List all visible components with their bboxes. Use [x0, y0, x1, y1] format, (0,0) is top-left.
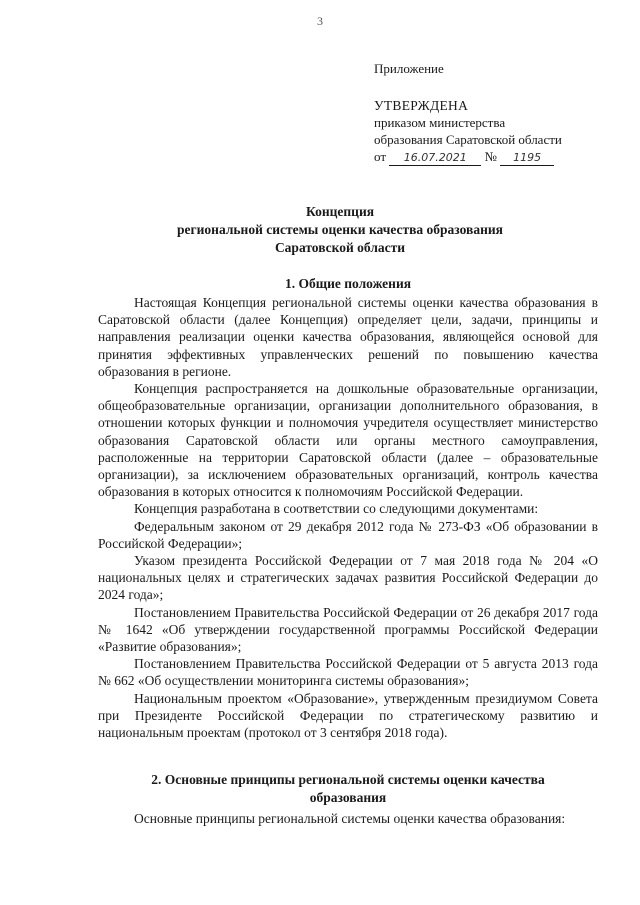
paragraph-main-principles-intro: Основные принципы региональной системы оценки качества образования: — [134, 811, 566, 826]
title-line-3: Саратовской области — [274, 240, 406, 255]
page-number: 3 — [317, 14, 323, 28]
number-sign: № — [484, 149, 497, 164]
paragraph-national-project: Национальным проектом «Образование», утвержденным президиумом Совета при Президенте Российской Федерации по стратегическому развитию и национальным проектам (протокол от 3 сентября 2018 года). — [98, 690, 598, 741]
section-2-heading-line-1: 2. Основные принципы региональной системы оценки качества — [151, 772, 545, 787]
paragraph-president-decree: Указом президента Российской Федерации от 7 мая 2018 года № 204 «О национальных целях и стратегических задачах развития Российской Федерации до 2024 года»; — [98, 553, 598, 603]
document-title — [90, 203, 590, 257]
section-1-heading — [98, 275, 598, 293]
handwritten-order-number: 1195 — [500, 151, 554, 166]
paragraph-government-resolution-1642: Постановлением Правительства Российской Федерации от 26 декабря 2017 года № 1642 «Об утверждении государственной программы Российской Федерации «Развитие образования»; — [98, 604, 598, 655]
section-2-heading-line-2: образования — [309, 790, 387, 805]
paragraph-government-resolution-662: Постановлением Правительства Российской Федерации от 5 августа 2013 года № 662 «Об осуществлении мониторинга системы образования»; — [98, 656, 598, 689]
section-2-heading — [98, 771, 598, 807]
appendix-label: Приложение — [374, 61, 444, 76]
order-date-number-row — [374, 148, 614, 166]
section-2-body — [98, 810, 598, 827]
section-1-body — [98, 294, 598, 741]
date-prefix: от — [374, 149, 387, 164]
approved-label: УТВЕРЖДЕНА — [374, 98, 469, 113]
title-line-1: Концепция — [305, 204, 375, 219]
section-1-heading-text: 1. Общие положения — [284, 276, 412, 291]
paragraph-concept-purpose: Настоящая Концепция региональной системы оценки качества образования в Саратовской области (далее Концепция) определяет цели, задачи, принципы и направления реализации оценки качества образования, являющейся основой для принятия эффективных управленческих решений по повышению качества образования в регионе. — [98, 295, 598, 379]
paragraph-concept-scope: Концепция распространяется на дошкольные образовательные организации, общеобразовательные организации, организации дополнительного образования, в отношении которых функции и полномочия учредителя осуществляет министерство образования Саратовской области или органы местного самоуправления, расположенные на территории Саратовской области (далее – образовательные организации), за исключением образовательных организаций, контроль качества образования в которых относится к полномочиям Российской Федерации. — [98, 381, 598, 500]
paragraph-documents-intro: Концепция разработана в соответствии со следующими документами: — [134, 501, 539, 517]
handwritten-date: 16.07.2021 — [389, 151, 481, 166]
paragraph-federal-law: Федеральным законом от 29 декабря 2012 года № 273-ФЗ «Об образовании в Российской Федерации»; — [98, 518, 598, 551]
order-line-2: образования Саратовской области — [374, 132, 562, 147]
order-line-1: приказом министерства — [374, 115, 506, 130]
title-line-2: региональной системы оценки качества образования — [177, 222, 503, 237]
approval-stamp-block — [374, 60, 614, 166]
